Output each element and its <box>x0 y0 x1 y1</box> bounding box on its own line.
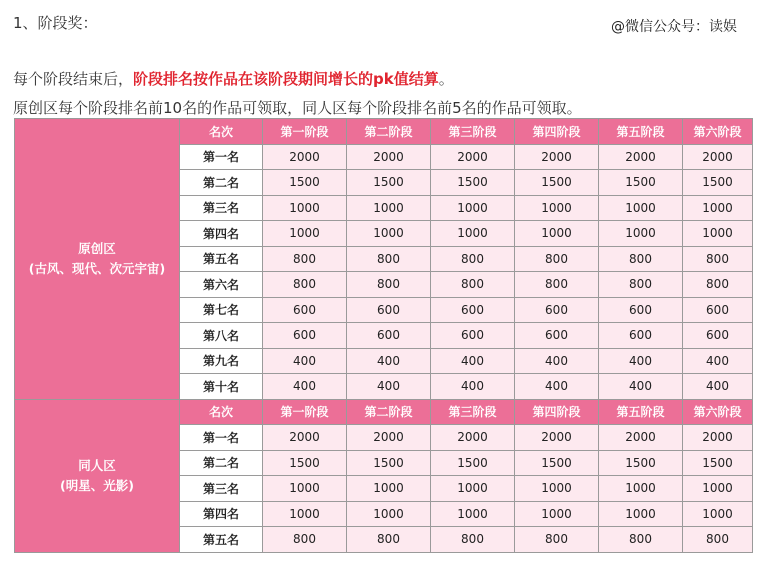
value-cell: 400 <box>431 374 515 400</box>
value-cell: 2000 <box>683 425 753 451</box>
value-cell: 1000 <box>683 476 753 502</box>
value-cell: 400 <box>263 374 347 400</box>
column-header: 第一阶段 <box>263 399 347 425</box>
value-cell: 600 <box>431 297 515 323</box>
rank-cell: 第十名 <box>180 374 263 400</box>
value-cell: 1500 <box>347 450 431 476</box>
value-cell: 400 <box>599 348 683 374</box>
rule-line <box>13 68 454 89</box>
value-cell: 2000 <box>515 144 599 170</box>
value-cell: 2000 <box>263 144 347 170</box>
value-cell: 1000 <box>431 476 515 502</box>
value-cell: 1500 <box>431 450 515 476</box>
column-header: 第三阶段 <box>431 399 515 425</box>
value-cell: 1500 <box>683 170 753 196</box>
value-cell: 600 <box>347 297 431 323</box>
value-cell: 2000 <box>347 144 431 170</box>
column-header: 名次 <box>180 399 263 425</box>
value-cell: 1000 <box>431 195 515 221</box>
rank-cell: 第三名 <box>180 476 263 502</box>
value-cell: 400 <box>515 348 599 374</box>
rank-cell: 第二名 <box>180 450 263 476</box>
value-cell: 800 <box>263 527 347 553</box>
value-cell: 800 <box>431 527 515 553</box>
value-cell: 800 <box>683 272 753 298</box>
column-header: 第六阶段 <box>683 119 753 145</box>
value-cell: 800 <box>599 272 683 298</box>
column-header: 第四阶段 <box>515 119 599 145</box>
value-cell: 800 <box>347 527 431 553</box>
value-cell: 1000 <box>347 476 431 502</box>
award-table <box>14 118 753 553</box>
rank-cell: 第五名 <box>180 527 263 553</box>
rank-cell: 第七名 <box>180 297 263 323</box>
value-cell: 2000 <box>683 144 753 170</box>
zone-name: 同人区 <box>78 457 116 473</box>
value-cell: 800 <box>683 246 753 272</box>
value-cell: 400 <box>347 374 431 400</box>
value-cell: 1000 <box>263 501 347 527</box>
value-cell: 1500 <box>431 170 515 196</box>
value-cell: 1000 <box>431 221 515 247</box>
value-cell: 2000 <box>599 425 683 451</box>
value-cell: 800 <box>263 272 347 298</box>
value-cell: 600 <box>515 323 599 349</box>
column-header: 第三阶段 <box>431 119 515 145</box>
value-cell: 600 <box>599 297 683 323</box>
column-header: 第一阶段 <box>263 119 347 145</box>
value-cell: 600 <box>683 323 753 349</box>
value-cell: 2000 <box>431 144 515 170</box>
value-cell: 1500 <box>515 170 599 196</box>
value-cell: 600 <box>515 297 599 323</box>
rank-cell: 第六名 <box>180 272 263 298</box>
rank-cell: 第一名 <box>180 425 263 451</box>
value-cell: 400 <box>515 374 599 400</box>
value-cell: 1000 <box>263 221 347 247</box>
value-cell: 1000 <box>515 501 599 527</box>
value-cell: 1500 <box>683 450 753 476</box>
rank-cell: 第二名 <box>180 170 263 196</box>
value-cell: 1000 <box>599 476 683 502</box>
rank-cell: 第一名 <box>180 144 263 170</box>
rank-cell: 第四名 <box>180 221 263 247</box>
value-cell: 400 <box>263 348 347 374</box>
value-cell: 1500 <box>599 170 683 196</box>
value-cell: 800 <box>431 272 515 298</box>
value-cell: 800 <box>347 272 431 298</box>
note-line: 原创区每个阶段排名前10名的作品可领取，同人区每个阶段排名前5名的作品可领取。 <box>13 99 582 117</box>
value-cell: 600 <box>683 297 753 323</box>
column-header: 第六阶段 <box>683 399 753 425</box>
value-cell: 2000 <box>515 425 599 451</box>
value-cell: 1000 <box>347 195 431 221</box>
rule-suffix: 。 <box>438 70 454 88</box>
value-cell: 1000 <box>431 501 515 527</box>
column-header: 第二阶段 <box>347 399 431 425</box>
zone-description: (古风、现代、次元宇宙) <box>28 260 166 276</box>
value-cell: 1000 <box>599 195 683 221</box>
zone-label-cell <box>15 119 180 400</box>
value-cell: 800 <box>431 246 515 272</box>
value-cell: 1000 <box>683 195 753 221</box>
value-cell: 1500 <box>515 450 599 476</box>
rank-cell: 第九名 <box>180 348 263 374</box>
column-header: 名次 <box>180 119 263 145</box>
zone-label-cell <box>15 399 180 552</box>
value-cell: 800 <box>347 246 431 272</box>
value-cell: 800 <box>515 527 599 553</box>
rank-cell: 第八名 <box>180 323 263 349</box>
value-cell: 400 <box>599 374 683 400</box>
value-cell: 1500 <box>263 170 347 196</box>
value-cell: 800 <box>683 527 753 553</box>
value-cell: 600 <box>431 323 515 349</box>
value-cell: 1000 <box>263 195 347 221</box>
value-cell: 600 <box>263 297 347 323</box>
value-cell: 1000 <box>599 501 683 527</box>
value-cell: 400 <box>683 348 753 374</box>
table-header-row <box>15 119 753 145</box>
rank-cell: 第四名 <box>180 501 263 527</box>
value-cell: 1000 <box>683 501 753 527</box>
value-cell: 1000 <box>683 221 753 247</box>
column-header: 第五阶段 <box>599 119 683 145</box>
column-header: 第五阶段 <box>599 399 683 425</box>
value-cell: 800 <box>515 246 599 272</box>
value-cell: 1500 <box>599 450 683 476</box>
value-cell: 2000 <box>263 425 347 451</box>
value-cell: 800 <box>263 246 347 272</box>
zone-description: (明星、光影) <box>60 477 134 493</box>
value-cell: 400 <box>431 348 515 374</box>
value-cell: 1000 <box>347 221 431 247</box>
watermark: @微信公众号：读娱 <box>611 19 737 35</box>
table-header-row <box>15 399 753 425</box>
value-cell: 600 <box>599 323 683 349</box>
value-cell: 1000 <box>515 195 599 221</box>
value-cell: 1000 <box>263 476 347 502</box>
value-cell: 1000 <box>347 501 431 527</box>
value-cell: 1000 <box>515 476 599 502</box>
value-cell: 1500 <box>263 450 347 476</box>
value-cell: 1000 <box>599 221 683 247</box>
value-cell: 2000 <box>347 425 431 451</box>
rule-prefix: 每个阶段结束后， <box>13 70 134 88</box>
value-cell: 800 <box>599 527 683 553</box>
value-cell: 800 <box>515 272 599 298</box>
value-cell: 400 <box>347 348 431 374</box>
zone-name: 原创区 <box>78 240 116 256</box>
value-cell: 800 <box>599 246 683 272</box>
rule-highlight: 阶段排名按作品在该阶段期间增长的pk值结算 <box>133 70 439 88</box>
value-cell: 1000 <box>515 221 599 247</box>
value-cell: 400 <box>683 374 753 400</box>
value-cell: 600 <box>347 323 431 349</box>
value-cell: 2000 <box>431 425 515 451</box>
column-header: 第二阶段 <box>347 119 431 145</box>
rank-cell: 第五名 <box>180 246 263 272</box>
section-heading: 1、阶段奖： <box>13 14 98 32</box>
value-cell: 1500 <box>347 170 431 196</box>
column-header: 第四阶段 <box>515 399 599 425</box>
value-cell: 600 <box>263 323 347 349</box>
rank-cell: 第三名 <box>180 195 263 221</box>
value-cell: 2000 <box>599 144 683 170</box>
